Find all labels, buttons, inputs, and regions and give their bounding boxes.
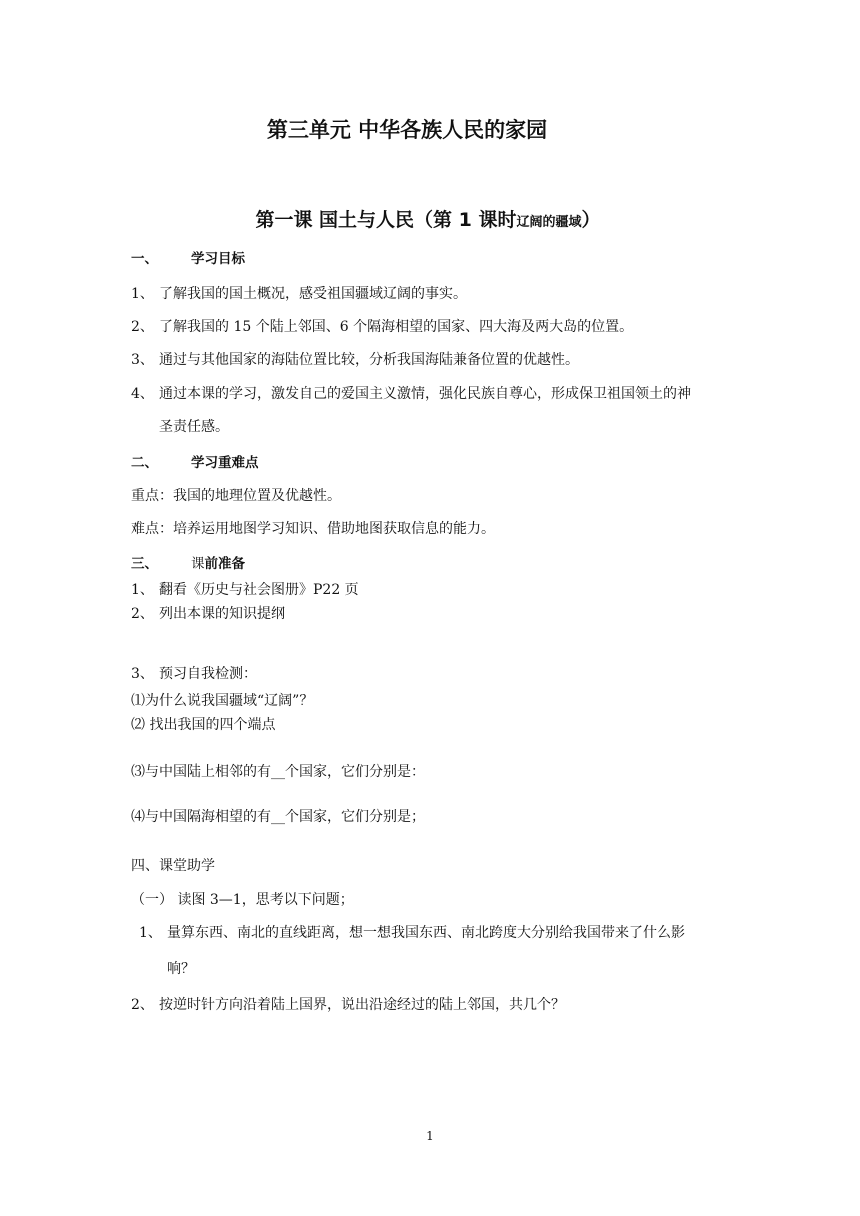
goal-item-1: 1、 了解我国的国土概况，感受祖国疆域辽阔的事实。 xyxy=(131,286,467,302)
question-item-1-continued: 响？ xyxy=(167,961,195,977)
prep-item-3: 3、 预习自我检测： xyxy=(131,666,257,682)
self-check-item-4: ⑷与中国隔海相望的有__个国家，它们分别是； xyxy=(131,809,425,825)
section-label: 学习目标 xyxy=(191,251,245,267)
goal-item-4-continued: 圣责任感。 xyxy=(159,419,229,435)
goal-item-3: 3、 通过与其他国家的海陆位置比较，分析我国海陆兼备位置的优越性。 xyxy=(131,352,579,368)
section-heading-key-points xyxy=(131,451,381,471)
section-label-bold: 前准备 xyxy=(204,556,245,572)
section-number: 一、 xyxy=(131,251,158,267)
lesson-title xyxy=(0,205,856,232)
goal-item-2: 2、 了解我国的 15 个陆上邻国、6 个隔海相望的国家、四大海及两大岛的位置。 xyxy=(131,319,634,335)
page-number: 1 xyxy=(426,1129,434,1143)
prep-item-1: 1、 翻看《历史与社会图册》P22 页 xyxy=(131,582,359,598)
unit-title: 第三单元 中华各族人民的家园 xyxy=(266,118,548,142)
self-check-item-1: ⑴为什么说我国疆域“辽阔”？ xyxy=(131,693,314,709)
section-heading-preparation xyxy=(131,552,381,572)
section-heading-goals xyxy=(131,247,331,267)
goal-item-4: 4、 通过本课的学习，激发自己的爱国主义激情，强化民族自尊心，形成保卫祖国领土的神 xyxy=(131,386,691,402)
lesson-title-main: 第一课 国土与人民（第 1 课时 xyxy=(255,209,517,231)
lesson-title-sub: 辽阔的疆域 xyxy=(516,215,582,230)
difficult-point: 难点：培养运用地图学习知识、借助地图获取信息的能力。 xyxy=(131,521,495,537)
section-label-plain: 课 xyxy=(191,556,205,572)
question-item-1: 1、 量算东西、南北的直线距离，想一想我国东西、南北跨度大分别给我国带来了什么影 xyxy=(139,925,685,941)
section-label: 学习重难点 xyxy=(191,455,259,471)
lesson-title-end: ） xyxy=(581,209,601,231)
prep-item-2: 2、 列出本课的知识提纲 xyxy=(131,606,285,622)
section-number: 二、 xyxy=(131,455,158,471)
section-number: 三、 xyxy=(131,556,158,572)
self-check-item-3: ⑶与中国陆上相邻的有__个国家，它们分别是： xyxy=(131,764,425,780)
question-item-2: 2、 按逆时针方向沿着陆上国界，说出沿途经过的陆上邻国，共几个？ xyxy=(131,997,565,1013)
subsection-heading: （一） 读图 3—1，思考以下问题； xyxy=(131,892,354,908)
key-point: 重点：我国的地理位置及优越性。 xyxy=(131,488,341,504)
section-heading-class-study: 四、课堂助学 xyxy=(131,858,215,874)
self-check-item-2: ⑵ 找出我国的四个端点 xyxy=(131,717,276,733)
